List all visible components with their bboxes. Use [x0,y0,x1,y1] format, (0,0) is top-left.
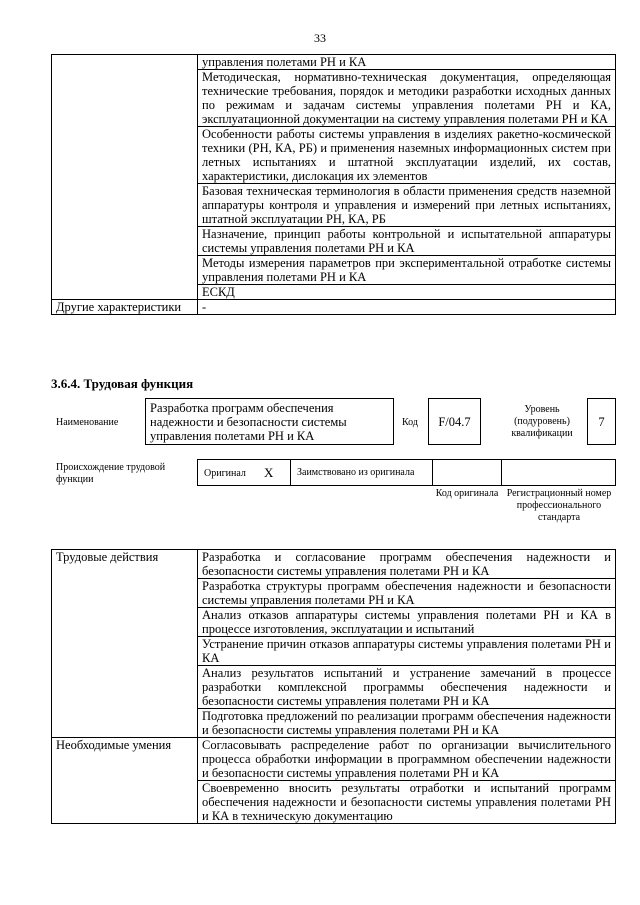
knowledge-table [51,54,616,315]
table-cell: Анализ отказов аппаратуры системы управления полетами РН и КА в процессе изготовления, эксплуатации и испытаний [198,608,616,637]
table-row [52,550,616,579]
table-cell: Согласовывать распределение работ по организации вычислительного процесса обработки информации в программном обеспечении надежности и безопасности системы управления полетами РН и КА [198,738,616,781]
registration-number-cell [501,459,616,486]
origin-label: Происхождение трудовой функции [56,462,166,485]
code-value: F/04.7 [438,415,471,429]
borrowed-label: Заимствовано из оригинала [297,467,415,478]
table-row [52,738,616,781]
table-cell: Своевременно вносить результаты отработки и испытаний программ обеспечения надежности и безопасности системы управления полетами РН и КА в техническую документацию [198,781,616,824]
level-box [587,398,616,445]
table-cell: Методическая, нормативно-техническая документация, определяющая технические требования, порядок и методики разработки исходных данных по режимам и задачам системы управления полетами РН и КА, эксплуатационной документации на систему управления полетами РН и КА [198,70,616,127]
borrowed-cell [290,459,433,486]
level-label: Уровень (подуровень) квалификации [511,404,573,439]
table-cell: Анализ результатов испытаний и устранение замечаний в процессе разработки комплексной программы обеспечения надежности и безопасности системы управления полетами РН и КА [198,666,616,709]
level-value: 7 [598,415,605,429]
table-cell: Разработка структуры программ обеспечения надежности и безопасности системы управления полетами РН и КА [198,579,616,608]
labor-actions-table [51,549,616,824]
row-label: Другие характеристики [52,300,198,315]
function-name-box [145,398,394,445]
table-row [52,300,616,315]
table-cell: ЕСКД [198,285,616,300]
name-label: Наименование [56,417,119,428]
code-box [428,398,481,445]
table-cell: управления полетами РН и КА [198,55,616,70]
row-label: Трудовые действия [52,550,198,738]
table-row [52,55,616,70]
table-cell: Назначение, принцип работы контрольной и испытательной аппаратуры системы управления полетами РН и КА [198,227,616,256]
table-cell: Особенности работы системы управления в изделиях ракетно-космической техники (РН, КА, РБ) и применения наземных информационных систем при летных испытаниях и штатной эксплуатации изделий, их состав, характеристики, дислокация их элементов [198,127,616,184]
row-label [52,55,198,300]
origin-code-cell [432,459,502,486]
table-cell: - [198,300,616,315]
original-mark: X [264,465,274,480]
table-cell: Устранение причин отказов аппаратуры системы управления полетами РН и КА [198,637,616,666]
original-label: Оригинал [204,468,246,479]
registration-caption: Регистрационный номер профессионального стандарта [506,488,612,523]
table-cell: Подготовка предложений по реализации программ обеспечения надежности и безопасности системы управления полетами РН и КА [198,709,616,738]
original-cell [197,459,291,486]
row-label: Необходимые умения [52,738,198,824]
section-heading: 3.6.4. Трудовая функция [51,376,194,391]
function-name: Разработка программ обеспечения надежности и безопасности системы управления полетами РН и КА [150,401,347,443]
table-cell: Базовая техническая терминология в области применения средств наземной аппаратуры контроля и управления и измерений при летных испытаниях, штатной эксплуатации РН, КА, РБ [198,184,616,227]
table-cell: Методы измерения параметров при экспериментальной отработке системы управления полетами РН и КА [198,256,616,285]
code-label: Код [402,417,418,428]
page-number: 33 [314,31,326,45]
table-cell: Разработка и согласование программ обеспечения надежности и безопасности системы управления полетами РН и КА [198,550,616,579]
code-caption: Код оригинала [435,488,499,499]
